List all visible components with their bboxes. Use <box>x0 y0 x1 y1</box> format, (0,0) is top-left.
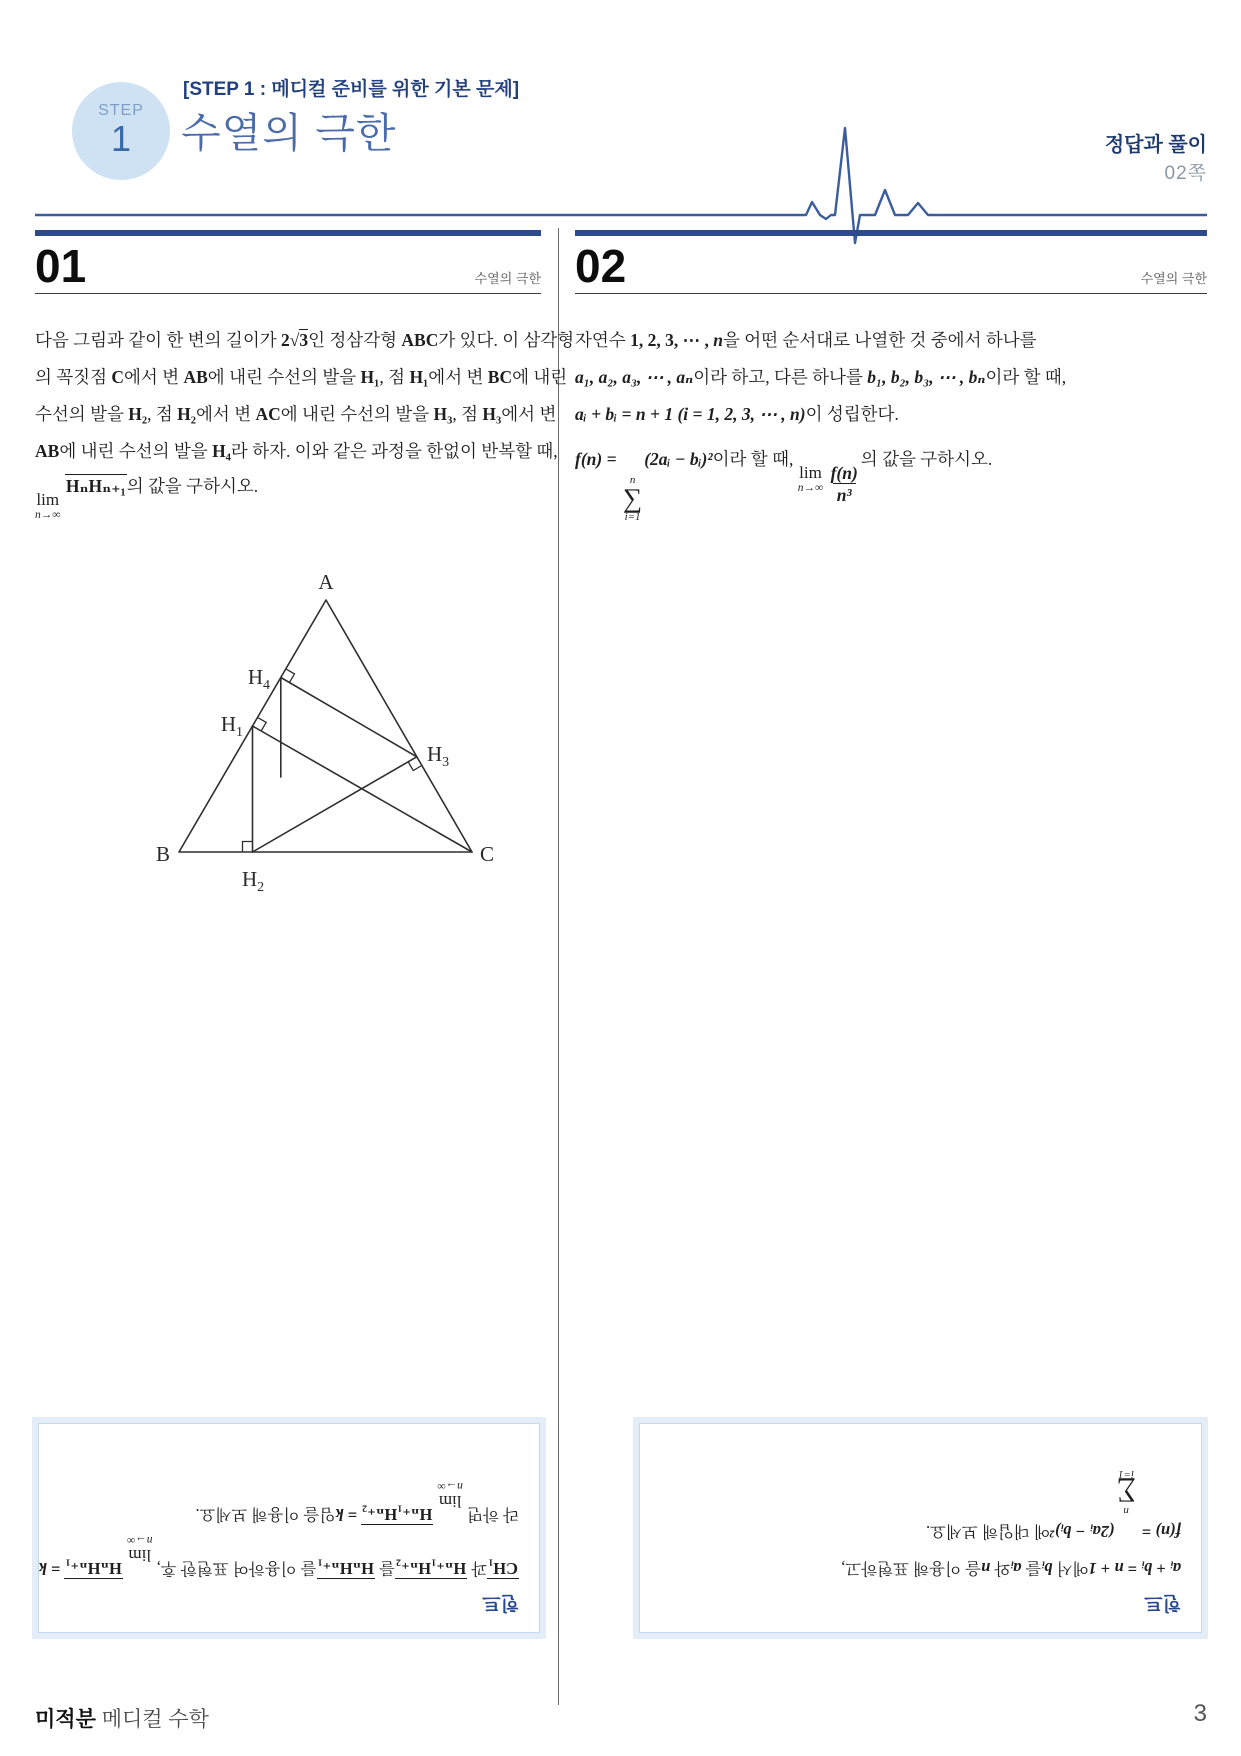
answer-key-label: 정답과 풀이 <box>1104 134 1207 156</box>
foot-label-h3: $H_3$ <box>427 742 450 770</box>
triangle-figure <box>100 555 520 915</box>
problem-02-topic: 수열의 극한 <box>1140 271 1207 286</box>
triangle-figure-svg <box>100 555 520 915</box>
problem-02-text-line: aᵢ + bᵢ = n + 1 (i = 1, 2, 3, ⋯ , n)이 성립한다. <box>575 404 899 424</box>
hint-content-rotated <box>39 1424 539 1632</box>
answer-key-page: 02쪽 <box>1164 163 1207 184</box>
problem-02-rule <box>575 293 1207 294</box>
foot-label-h1: $H_1$ <box>220 712 243 740</box>
right-angle-mark-h2 <box>243 842 253 853</box>
problem-01-text-line: lim n→∞ HₙHₙ₊₁의 값을 구하시오. <box>35 476 259 521</box>
problem-01-text-line: 의 꼭짓점 C에서 변 AB에 내린 수선의 발을 H₁, 점 H₁에서 변 BC에 내린 <box>35 367 568 387</box>
hint-badge: 힌트 <box>1144 1592 1181 1613</box>
page-title: 수열의 극한 <box>181 110 397 156</box>
footer-book-title <box>35 1703 209 1733</box>
problem-01-text-line: 다음 그림과 같이 한 변의 길이가 2√3인 정삼각형 ABC가 있다. 이 삼각형 <box>35 330 575 350</box>
problem-01-rule <box>35 293 541 294</box>
hint-box-problem-02 <box>633 1417 1208 1639</box>
page-number: 3 <box>1193 1700 1207 1727</box>
vertex-label-c: C <box>480 842 495 866</box>
foot-label-h4: $H_4$ <box>247 665 270 693</box>
hint-line: CH₁과 Hₙ₊₁Hₙ₊₂를 HₙHₙ₊₁를 이용하여 표현한 후, lim n→∞ HₙHₙ₊₁ = k <box>38 1534 518 1578</box>
ecg-heartbeat-icon <box>35 100 1207 260</box>
hint-content-rotated <box>640 1424 1201 1632</box>
vertex-label-a: A <box>318 570 334 594</box>
step-badge-label: STEP <box>98 102 144 120</box>
problem-02-text-line: a₁, a₂, a₃, ⋯ , aₙ이라 하고, 다른 하나를 b₁, b₂, b₃, ⋯ , bₙ이라 할 때, <box>575 367 1067 387</box>
problem-02-text-line: 자연수 1, 2, 3, ⋯ , n을 어떤 순서대로 나열한 것 중에서 하나를 <box>575 330 1037 350</box>
problem-02-text-line: f(n) = n ∑ i=1 (2aᵢ − bᵢ)²이라 할 때, lim n→∞ $\frac{f(n)}{\text{n³}}$ 의 값을 구하시오. <box>575 449 993 523</box>
problem-01-text-line: 수선의 발을 H₂, 점 H₂에서 변 AC에 내린 수선의 발을 H₃, 점 H₃에서 변 <box>35 404 557 424</box>
step-badge-number: 1 <box>110 118 132 160</box>
footer-book-title-rest: 메디컬 수학 <box>95 1708 209 1731</box>
hint-line: f(n) = n ∑ i=1 (2aᵢ − bᵢ)²에 대입해 보세요. <box>925 1468 1181 1541</box>
vertex-label-b: B <box>155 842 170 866</box>
column-divider <box>558 228 559 1705</box>
hint-line: aᵢ + bᵢ = n + 1에서 bᵢ를 aᵢ와 n을 이용해 표현하고, <box>841 1559 1181 1578</box>
problem-02-accent-bar <box>575 230 1207 236</box>
hint-box-problem-01 <box>32 1417 546 1639</box>
hint-line: 라 하면 lim n→∞ Hₙ₊₁Hₙ₊₂ = k임을 이용해 보세요. <box>195 1480 519 1525</box>
problem-01-topic: 수열의 극한 <box>474 271 541 286</box>
problem-02-number: 02 <box>575 240 627 292</box>
hint-box-inner <box>639 1423 1202 1633</box>
problem-01-number: 01 <box>35 240 87 292</box>
foot-label-h2: $H_2$ <box>242 867 265 895</box>
chapter-kicker: [STEP 1 : 메디컬 준비를 위한 기본 문제] <box>183 79 520 100</box>
footer-book-title-bold: 미적분 <box>35 1708 96 1731</box>
hint-badge: 힌트 <box>482 1592 519 1613</box>
problem-01-text-line: AB에 내린 수선의 발을 H₄라 하자. 이와 같은 과정을 한없이 반복할 때, <box>35 441 558 461</box>
hint-box-inner <box>38 1423 540 1633</box>
problem-01-accent-bar <box>35 230 541 236</box>
